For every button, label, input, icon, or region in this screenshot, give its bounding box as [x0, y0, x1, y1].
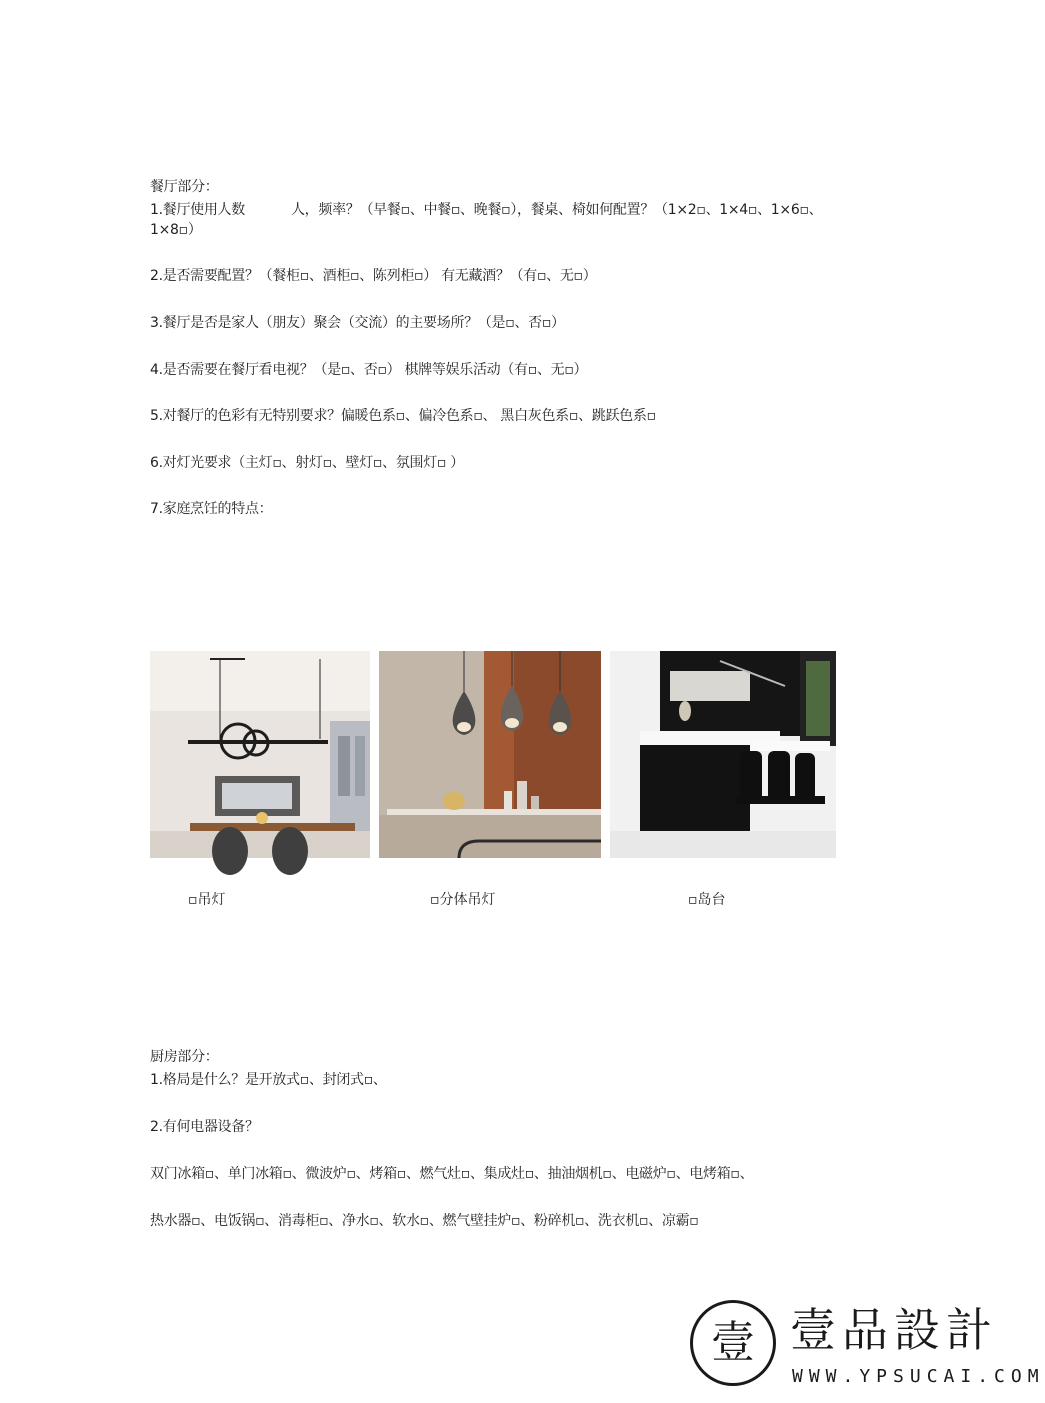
dining-q1-part1: 1.餐厅使用人数: [150, 202, 245, 218]
dining-question-4: 4.是否需要在餐厅看电视？（是▫、否▫） 棋牌等娱乐活动（有▫、无▫）: [150, 362, 588, 378]
island-option[interactable]: ▫岛台: [688, 892, 726, 908]
split-pendant-photo: [379, 651, 601, 858]
logo-url: WWW.YPSUCAI.COM: [792, 1366, 1045, 1387]
appliances-line-2: 热水器▫、电饭锅▫、消毒柜▫、净水▫、软水▫、燃气壁挂炉▫、粉碎机▫、洗衣机▫、凉霸▫: [150, 1213, 699, 1229]
dining-heading: 餐厅部分：: [150, 179, 219, 195]
kitchen-heading: 厨房部分：: [150, 1049, 219, 1065]
dining-question-6: 6.对灯光要求（主灯▫、射灯▫、壁灯▫、氛围灯▫ ）: [150, 455, 464, 471]
island-photo: [610, 651, 836, 858]
dining-question-1-cont: 1×8▫）: [150, 222, 202, 238]
dining-q1-part2: 人，频率？（早餐▫、中餐▫、晚餐▫），餐桌、椅如何配置？（1×2▫、1×4▫、1×6▫、: [290, 202, 823, 218]
pendant-light-option[interactable]: ▫吊灯: [188, 892, 226, 908]
pendant-light-photo: [150, 651, 370, 858]
dining-question-7: 7.家庭烹饪的特点：: [150, 501, 273, 517]
logo-emblem: [690, 1300, 776, 1386]
logo-glyph: 壹: [711, 1317, 755, 1368]
kitchen-question-2: 2.有何电器设备？: [150, 1119, 259, 1135]
split-pendant-option[interactable]: ▫分体吊灯: [430, 892, 496, 908]
dining-question-3: 3.餐厅是否是家人（朋友）聚会（交流）的主要场所？（是▫、否▫）: [150, 315, 565, 331]
dining-question-2: 2.是否需要配置？（餐柜▫、酒柜▫、陈列柜▫） 有无藏酒？（有▫、无▫）: [150, 268, 597, 284]
dining-question-1: [150, 200, 822, 220]
logo-name: 壹品設計: [790, 1303, 998, 1357]
appliances-line-1: 双门冰箱▫、单门冰箱▫、微波炉▫、烤箱▫、燃气灶▫、集成灶▫、抽油烟机▫、电磁炉▫、电烤箱▫、: [150, 1166, 754, 1182]
kitchen-question-1: 1.格局是什么？是开放式▫、封闭式▫、: [150, 1072, 387, 1088]
dining-question-5: 5.对餐厅的色彩有无特别要求？偏暖色系▫、偏冷色系▫、 黑白灰色系▫、跳跃色系▫: [150, 408, 656, 424]
